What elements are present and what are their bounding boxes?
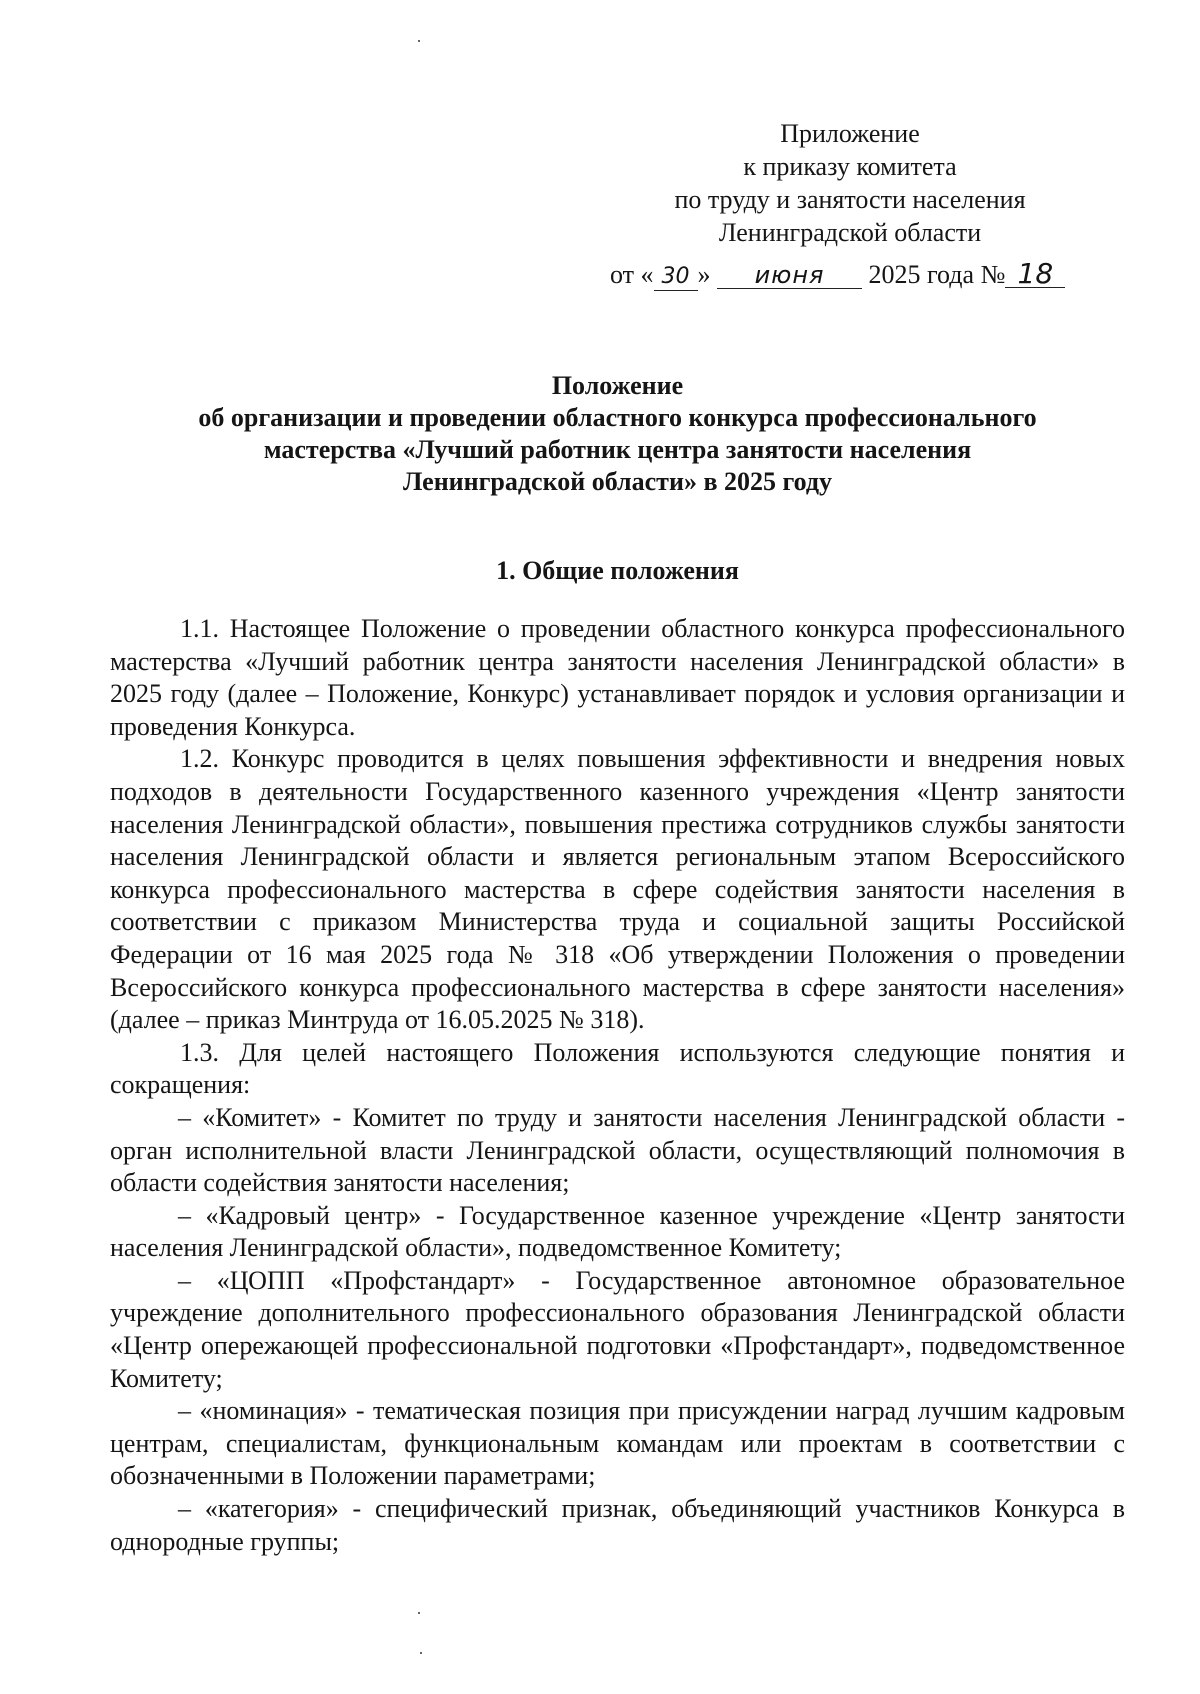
definition-item: – «категория» - специфический признак, объединяющий участников Конкурса в однородные группы; <box>110 1494 1125 1556</box>
definition-item: – «ЦОПП «Профстандарт» - Государственное автономное образовательное учреждение дополнительного профессионального образования Ленинградской области «Центр опережающей профессиональной подготовки «Профстандарт», подведомственное Комитету; <box>110 1265 1125 1393</box>
appendix-line: Ленинградской области <box>718 218 982 247</box>
section-heading: 1. Общие положения <box>496 556 739 585</box>
scan-speck <box>418 1612 420 1614</box>
definition-item: – «Кадровый центр» - Государственное казенное учреждение «Центр занятости населения Ленинградской области», подведомственное Комитету; <box>110 1200 1125 1263</box>
order-year-text: 2025 года № <box>868 260 1006 289</box>
document-title <box>110 370 1125 498</box>
scan-speck <box>418 40 420 42</box>
appendix-line: Приложение <box>780 119 920 148</box>
order-prefix: от « <box>610 260 654 289</box>
appendix-line: к приказу комитета <box>743 152 957 181</box>
handwritten-month: июня <box>717 262 862 289</box>
handwritten-order-number: 18 <box>1005 261 1065 288</box>
definition-item: – «Комитет» - Комитет по труду и занятости населения Ленинградской области - орган исполнительной власти Ленинградской области, осуществляющий полномочия в области содействия занятости населения; <box>110 1102 1125 1198</box>
paragraph-1-3: 1.3. Для целей настоящего Положения используются следующие понятия и сокращения: <box>110 1037 1125 1100</box>
appendix-block <box>600 117 1100 249</box>
order-mid: » <box>697 260 711 289</box>
order-date-line <box>610 258 1130 291</box>
definition-item: – «номинация» - тематическая позиция при присуждении наград лучшим кадровым центрам, специалистам, функциональным командам или проектам в соответствии с обозначенными в Положении параметрами; <box>110 1396 1125 1491</box>
scan-speck <box>420 1652 422 1654</box>
paragraph-1-2: 1.2. Конкурс проводится в целях повышения эффективности и внедрения новых подходов в деятельности Государственного казенного учреждения «Центр занятости населения Ленинградской области», повышения престижа сотрудников службы занятости населения Ленинградской области и является региональным этапом Всероссийского конкурса профессионального мастерства в сфере содействия занятости населения в соответствии с приказом Министерства труда и социальной защиты Российской Федерации от 16 мая 2025 года № 318 «Об утверждении Положения о проведении Всероссийского конкурса профессионального мастерства в сфере занятости населения» (далее – приказ Минтруда от 16.05.2025 № 318). <box>110 744 1125 1035</box>
handwritten-day: 30 <box>654 264 698 291</box>
paragraph-1-1: 1.1. Настоящее Положение о проведении областного конкурса профессионального мастерства «Лучший работник центра занятости населения Ленинградской области» в 2025 году (далее – Положение, Конкурс) устанавливает порядок и условия организации и проведения Конкурса. <box>110 614 1125 741</box>
title-line: об организации и проведении областного конкурса профессионального <box>198 403 1037 432</box>
title-line: Положение <box>551 371 684 400</box>
body-text <box>110 613 1125 1558</box>
appendix-line: по труду и занятости населения <box>674 185 1026 214</box>
title-line: мастерства «Лучший работник центра занятости населения <box>263 435 972 464</box>
title-line: Ленинградской области» в 2025 году <box>402 467 833 496</box>
